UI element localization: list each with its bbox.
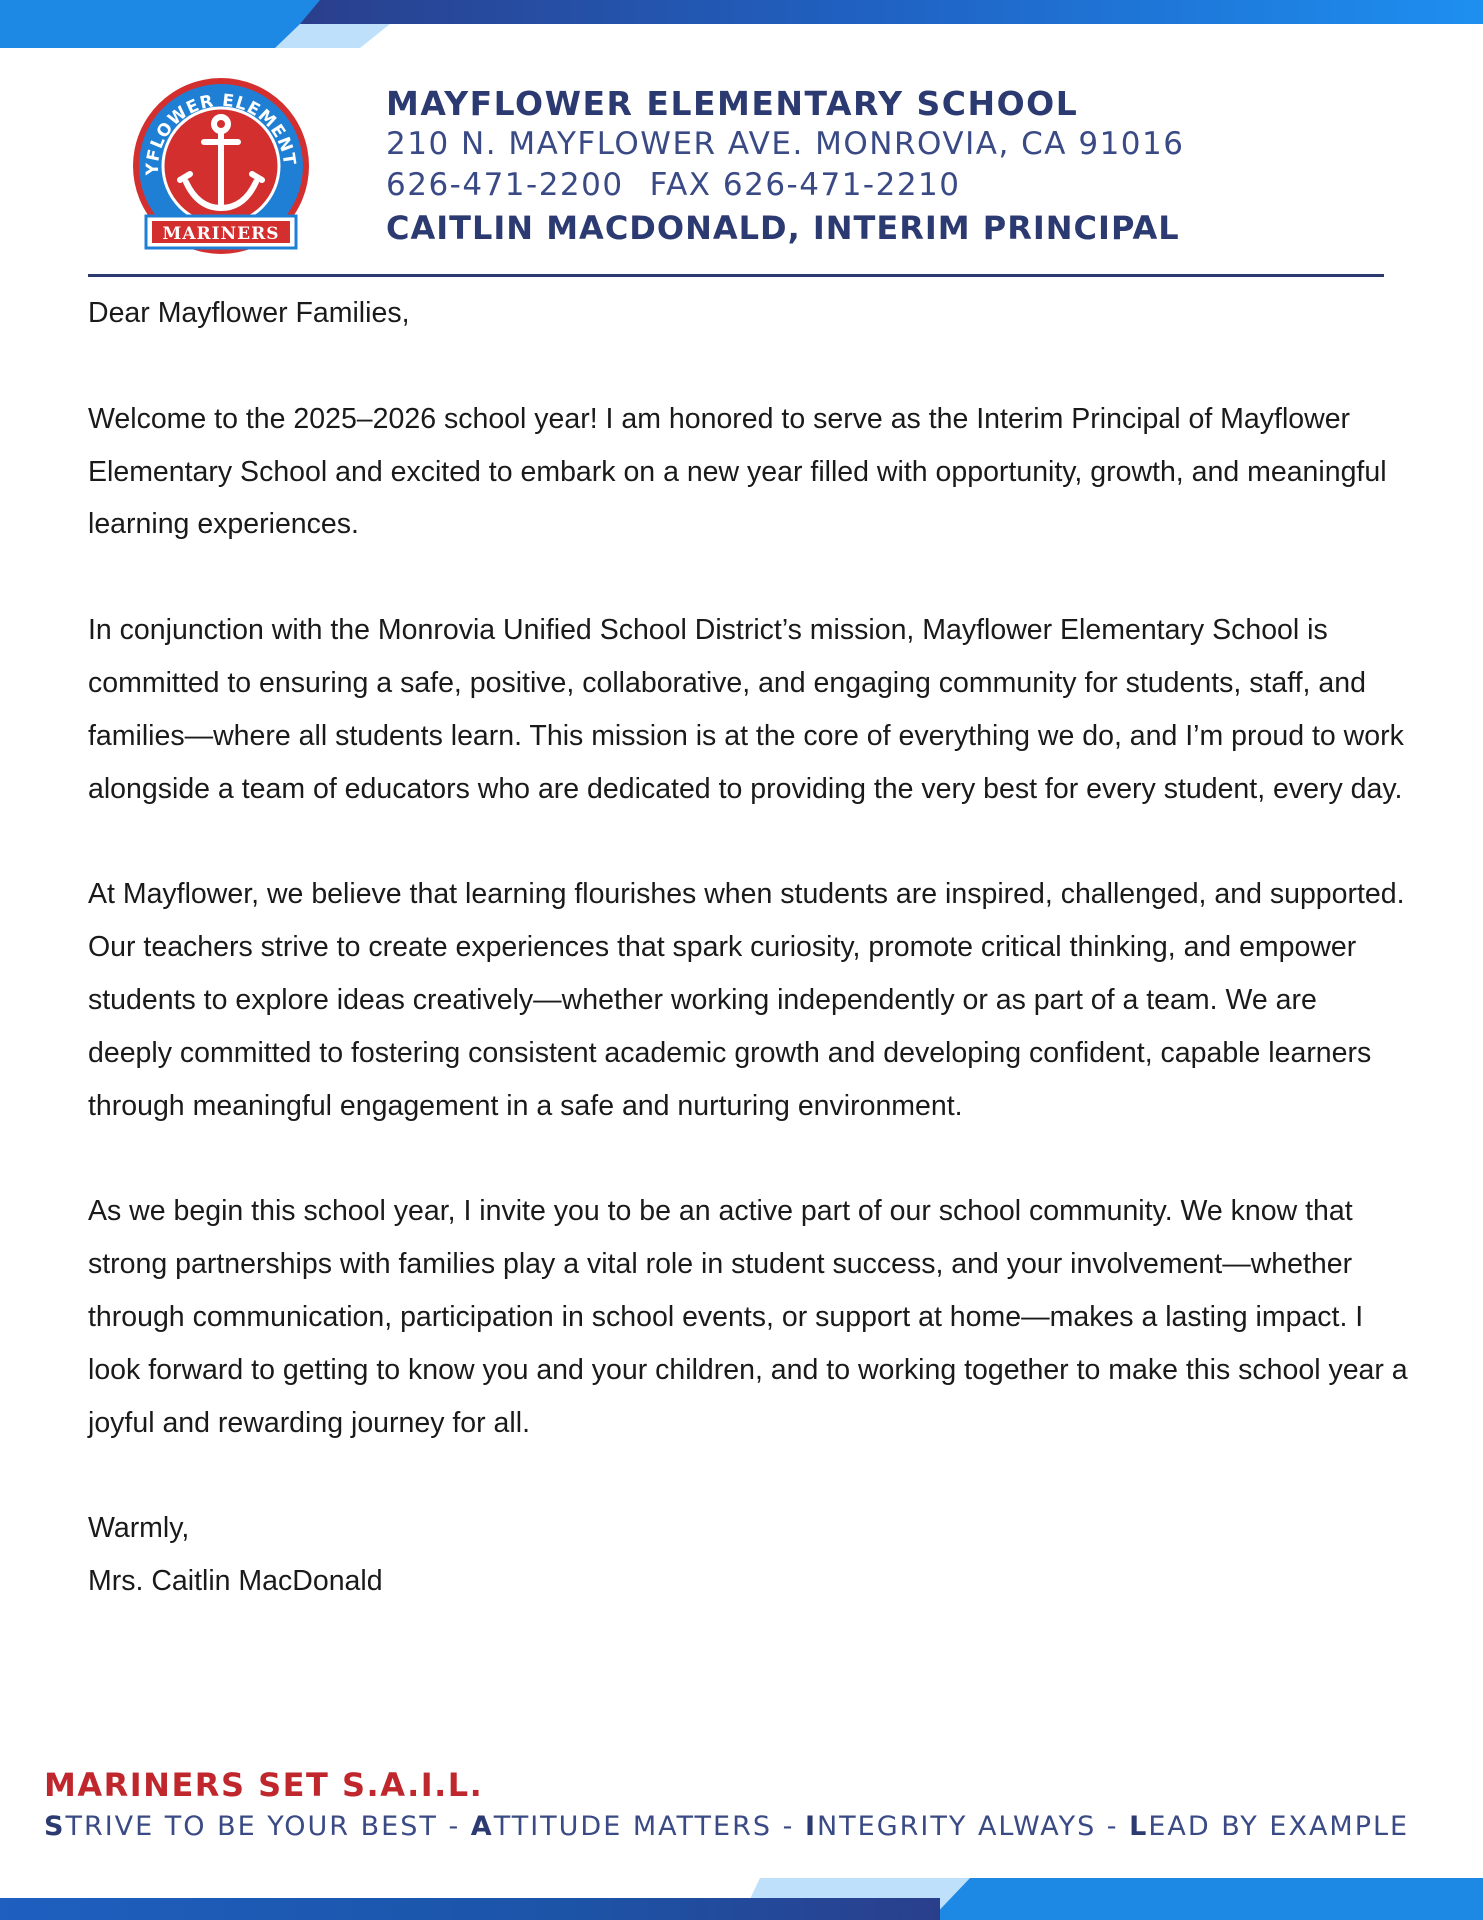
fax-number: FAX 626-471-2210 (649, 167, 961, 203)
motto-initial: S (44, 1811, 66, 1842)
motto-text: TRIVE TO BE YOUR BEST (65, 1811, 438, 1842)
motto-text: EAD BY EXAMPLE (1148, 1811, 1410, 1842)
top-decorative-band (0, 0, 1483, 48)
letter-paragraph: In conjunction with the Monrovia Unified School District’s mission, Mayflower Elementary School is committed to ensuring a safe, positive, collaborative, and engaging community for students, staff, and families—where all students learn. This mission is at the core of everything we do, and I’m proud to work alongside a team of educators who are dedicated to providing the very best for every student, every day. (88, 614, 1404, 805)
contact-line (386, 165, 1184, 206)
letter-signature: Mrs. Caitlin MacDonald (88, 1565, 383, 1598)
header-divider (88, 274, 1384, 277)
letterhead (386, 84, 1184, 250)
logo-ring-text: YFLOWER ELEMENT (142, 90, 299, 176)
letter-body (88, 287, 1408, 1608)
logo-banner-text: MARINERS (162, 224, 280, 244)
school-name: MAYFLOWER ELEMENTARY SCHOOL (386, 84, 1079, 123)
motto-separator: - (772, 1811, 805, 1842)
motto-separator: - (1096, 1811, 1130, 1842)
bottom-decorative-band (0, 1856, 1483, 1920)
motto-line (44, 1811, 1409, 1842)
school-logo (128, 76, 314, 262)
motto-separator: - (437, 1811, 471, 1842)
letter-paragraph: As we begin this school year, I invite you to be an active part of our school community. We know that strong partnerships with families play a vital role in student success, and your involvement—whether through communication, participation in school events, or support at home—makes a lasting impact. I look forward to getting to know you and your children, and to working together to make this school year a joyful and rewarding journey for all. (88, 1195, 1408, 1439)
phone-number: 626-471-2200 (386, 167, 624, 203)
letter-paragraph: Welcome to the 2025–2026 school year! I am honored to serve as the Interim Principal of Mayflower Elementary School and excited to embark on a new year filled with opportunity, growth, and meaningful learning experiences. (88, 402, 1387, 541)
motto-title: MARINERS SET S.A.I.L. (44, 1766, 484, 1804)
letter-greeting: Dear Mayflower Families, (88, 297, 410, 329)
letter-closing: Warmly, (88, 1512, 190, 1545)
letter-paragraph: At Mayflower, we believe that learning flourishes when students are inspired, challenged, and supported. Our teachers strive to create experiences that spark curiosity, promote critical thinking, and empower students to explore ideas creatively—whether working independently or as part of a team. We are deeply committed to fostering consistent academic growth and developing confident, capable learners through meaningful engagement in a safe and nurturing environment. (88, 878, 1405, 1122)
motto-initial: I (804, 1811, 817, 1842)
motto-text: NTEGRITY ALWAYS (816, 1811, 1097, 1842)
motto-initial: L (1129, 1811, 1149, 1842)
motto-text: TTITUDE MATTERS (493, 1811, 773, 1842)
school-address: 210 N. MAYFLOWER AVE. MONROVIA, CA 91016 (386, 126, 1185, 162)
principal-name: CAITLIN MACDONALD, INTERIM PRINCIPAL (386, 209, 1180, 247)
motto-initial: A (470, 1811, 494, 1842)
